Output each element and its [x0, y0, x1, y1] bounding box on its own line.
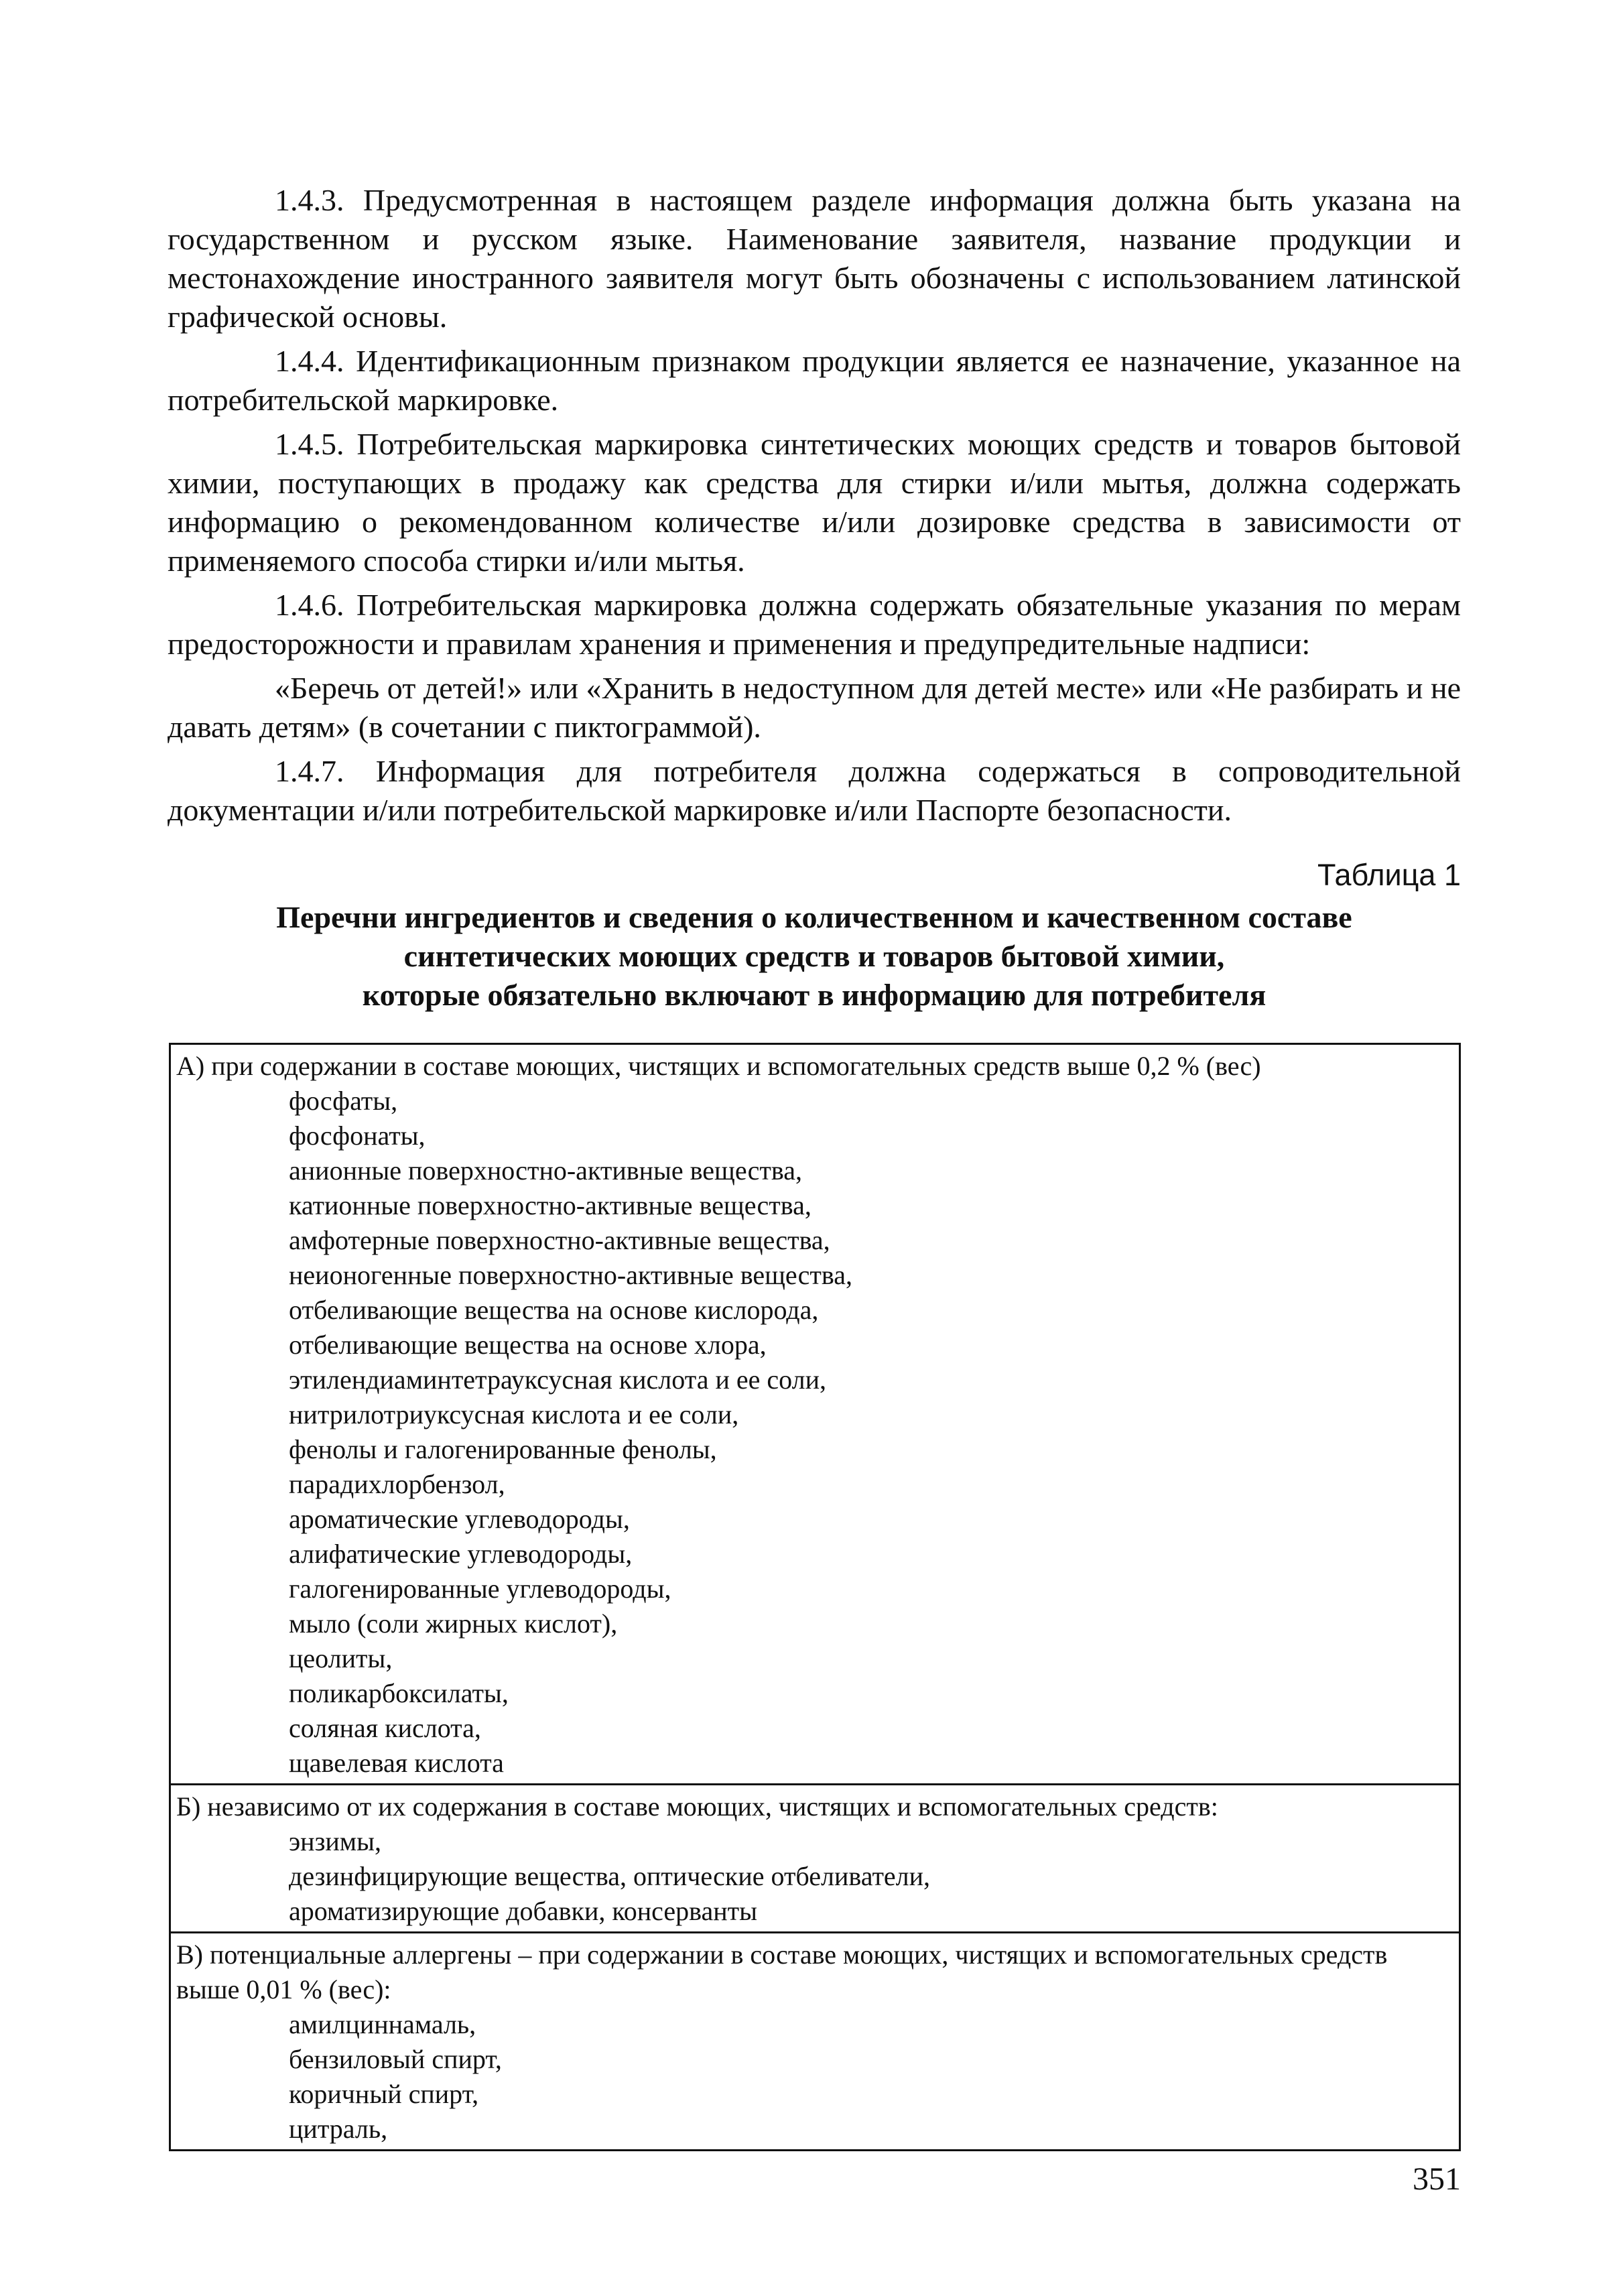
section-c-heading: В) потенциальные аллергены – при содержании в составе моющих, чистящих и вспомогательных средств выше 0,01 % (вес):	[176, 1939, 1388, 2004]
table-title-line: синтетических моющих средств и товаров бытовой химии,	[403, 939, 1225, 973]
paragraph-warning-labels: «Беречь от детей!» или «Хранить в недоступном для детей месте» или «Не разбирать и не давать детям» (в сочетании с пиктограммой).	[168, 671, 1461, 744]
list-item: этилендиаминтетрауксусная кислота и ее соли,	[289, 1364, 826, 1395]
table-cell-section-b	[170, 1785, 1460, 1933]
list-item: катионные поверхностно-активные вещества,	[289, 1190, 812, 1220]
table-title-line: которые обязательно включают в информацию для потребителя	[362, 978, 1267, 1012]
list-item: ароматизирующие добавки, консерванты	[289, 1896, 758, 1926]
list-item: ароматические углеводороды,	[289, 1504, 630, 1534]
list-item: парадихлорбензол,	[289, 1469, 505, 1499]
list-item: неионогенные поверхностно-активные вещества,	[289, 1260, 852, 1290]
table-cell-section-a	[170, 1044, 1460, 1785]
paragraph-1-4-5: 1.4.5. Потребительская маркировка синтетических моющих средств и товаров бытовой химии, поступающих в продажу как средства для стирки и/или мытья, должна содержать информацию о рекомендованном количестве и/или дозировке средства в зависимости от применяемого способа стирки и/или мытья.	[168, 427, 1461, 578]
paragraph-1-4-3: 1.4.3. Предусмотренная в настоящем разделе информация должна быть указана на государственном и русском языке. Наименование заявителя, название продукции и местонахождение иностранного заявителя могут быть обозначены с использованием латинской графической основы.	[168, 183, 1461, 334]
table-label: Таблица 1	[1317, 858, 1461, 892]
list-item: фенолы и галогенированные фенолы,	[289, 1434, 717, 1464]
list-item: цитраль,	[289, 2114, 388, 2144]
list-item: нитрилотриуксусная кислота и ее соли,	[289, 1399, 739, 1429]
ingredients-table	[169, 1043, 1461, 2151]
page-number: 351	[1413, 2161, 1461, 2197]
list-item: щавелевая кислота	[289, 1748, 504, 1778]
list-item: отбеливающие вещества на основе хлора,	[289, 1330, 767, 1360]
list-item: отбеливающие вещества на основе кислорода,	[289, 1295, 819, 1325]
list-item: анионные поверхностно-активные вещества,	[289, 1155, 802, 1186]
list-item: бензиловый спирт,	[289, 2044, 502, 2074]
table-title	[168, 898, 1461, 1015]
table-title-line: Перечни ингредиентов и сведения о количественном и качественном составе	[276, 900, 1352, 934]
body-text	[168, 181, 1461, 830]
list-item: поликарбоксилаты,	[289, 1678, 509, 1708]
table-row-section-c	[170, 1933, 1460, 2151]
list-item: соляная кислота,	[289, 1713, 481, 1743]
list-item: коричный спирт,	[289, 2079, 479, 2109]
list-item: фосфаты,	[289, 1086, 398, 1116]
paragraph-1-4-7: 1.4.7. Информация для потребителя должна содержаться в сопроводительной документации и/или потребительской маркировке и/или Паспорте безопасности.	[168, 754, 1461, 827]
list-item: галогенированные углеводороды,	[289, 1574, 671, 1604]
paragraph-1-4-6: 1.4.6. Потребительская маркировка должна содержать обязательные указания по мерам предосторожности и правилам хранения и применения и предупредительные надписи:	[168, 588, 1461, 661]
table-cell-section-c	[170, 1933, 1460, 2151]
list-item: алифатические углеводороды,	[289, 1539, 633, 1569]
section-b-heading: Б) независимо от их содержания в составе моющих, чистящих и вспомогательных средств:	[176, 1791, 1218, 1822]
table-row-section-b	[170, 1785, 1460, 1933]
list-item: амфотерные поверхностно-активные вещества,	[289, 1225, 830, 1255]
list-item: амилциннамаль,	[289, 2009, 476, 2039]
table-row-section-a	[170, 1044, 1460, 1785]
section-a-heading: А) при содержании в составе моющих, чистящих и вспомогательных средств выше 0,2 % (вес)	[176, 1051, 1261, 1081]
list-item: фосфонаты,	[289, 1121, 426, 1151]
list-item: мыло (соли жирных кислот),	[289, 1608, 618, 1639]
list-item: цеолиты,	[289, 1643, 393, 1673]
list-item: дезинфицирующие вещества, оптические отбеливатели,	[289, 1861, 931, 1891]
paragraph-1-4-4: 1.4.4. Идентификационным признаком продукции является ее назначение, указанное на потребительской маркировке.	[168, 344, 1461, 417]
list-item: энзимы,	[289, 1826, 381, 1856]
